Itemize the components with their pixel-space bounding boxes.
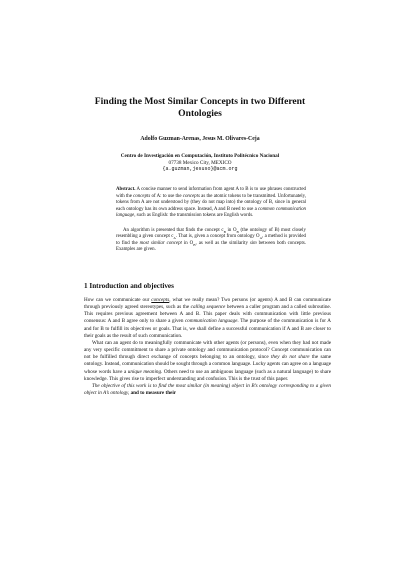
text-run: What can an agent do to meaningfully communicate with other agents (or persons), even when they had not made any very specific commitment to share a private ontology and communication protocol? Concept communication can not be fulfilled through direct exchange of concepts belonging to an ontology, since [84,339,331,361]
text-run: sim [249,240,257,246]
text-run: A [173,236,176,241]
text-run: in O [225,227,237,233]
text-run: between a caller program and a called subroutine. This requires previous agreement between A and B. This paper deals with communication with little previous consensus: A and B agree only to share a given [84,304,331,325]
text-run: . The purpose of the communication is for A and for B to fulfill its objectives or goals. That is, we shall define a successful communication if A and B are closer to their goals as the result of such communication. [84,318,331,339]
body-paragraph-1 [84,297,331,340]
title-line-1: Finding the Most Similar Concepts in two Different [94,96,306,107]
section-heading: 1 Introduction and objectives [84,282,174,290]
abstract-text-1 [116,187,306,218]
text-run: common communication language [116,206,307,219]
affiliation-address: 07738 Mexico City, MEXICO [168,159,232,166]
body-paragraph-2 [84,340,331,383]
body-text [84,297,331,397]
text-run: concepts [133,193,151,199]
text-run: B [236,229,239,234]
affiliation [60,153,340,173]
text-run: , such as English: the transmission tokens are English words. [134,213,254,219]
text-run: they do not share [270,354,310,361]
text-run: . Others need to use an ambiguous language (such as a natural language) to share knowledge. This gives rise to imperfect understanding and confusion. This is the trust of this paper. [84,368,332,382]
text-run: , what we really mean? Two persons (or agents) A and B can communicate through previously agreed stereotypes, such as the [84,297,331,311]
text-run: . That is, given a concept from ontology O [175,234,260,240]
text-run: B [193,242,196,247]
text-run: in O [181,240,194,246]
text-run: concepts [151,297,170,303]
affiliation-institute: Centro de Investigación en Computación, Instituto Politécnico Nacional [120,153,280,159]
text-run: concepts [182,193,200,199]
author-list: Adolfo Guzman-Arenas, Jesus M. Olivares-Ceja [140,136,260,142]
text-run: as the atomic tokens to be transmitted. Unfortunately, tokens from A are not understood by (they do not map into) the ontology of B, since in general each ontology has its own address space. Instead, A and B need to use a [116,193,306,212]
text-run: , a method is provided to find the [116,234,306,246]
paper-title [70,96,330,120]
text-run: The objective of this work is to find the most similar (in meaning) object in B’s ontology corresponding to a given object in A’s ontology, [84,382,331,397]
text-run: (the ontology of B) most closely resembling a given concept c [116,227,306,240]
text-run: most similar concept [139,240,182,246]
text-run: and to measure their [129,390,177,397]
abstract-paragraph-2 [116,228,306,254]
text-run: the same ontology. Instead, communication should be sought through a common language. Lucky agents can agree on a language whose words have a [84,354,332,375]
text-run: A concise manner to send information from agent A to B is to use phrases constructed with the [116,187,306,199]
text-run: An algorithm is presented that finds the concept c [123,227,224,233]
text-run: between both concepts. Examples are given. [116,240,306,253]
text-run: B [223,229,226,234]
abstract-paragraph-1 [116,187,306,220]
abstract [116,187,306,254]
body-paragraph-3 [84,383,331,397]
text-run: of A: to use the [150,193,183,199]
title-line-2: Ontologies [178,108,222,119]
text-run: , as well as the similarity [195,240,250,246]
text-run: A [259,236,263,241]
text-run: calling sequence [190,304,226,311]
text-run: How can we communicate our [84,297,152,303]
text-run: unique meaning [127,368,162,375]
text-run: communication language [185,318,238,325]
affiliation-email: {a.guzman,jesuso}@acm.org [162,166,238,173]
abstract-label: Abstract. [116,187,136,192]
